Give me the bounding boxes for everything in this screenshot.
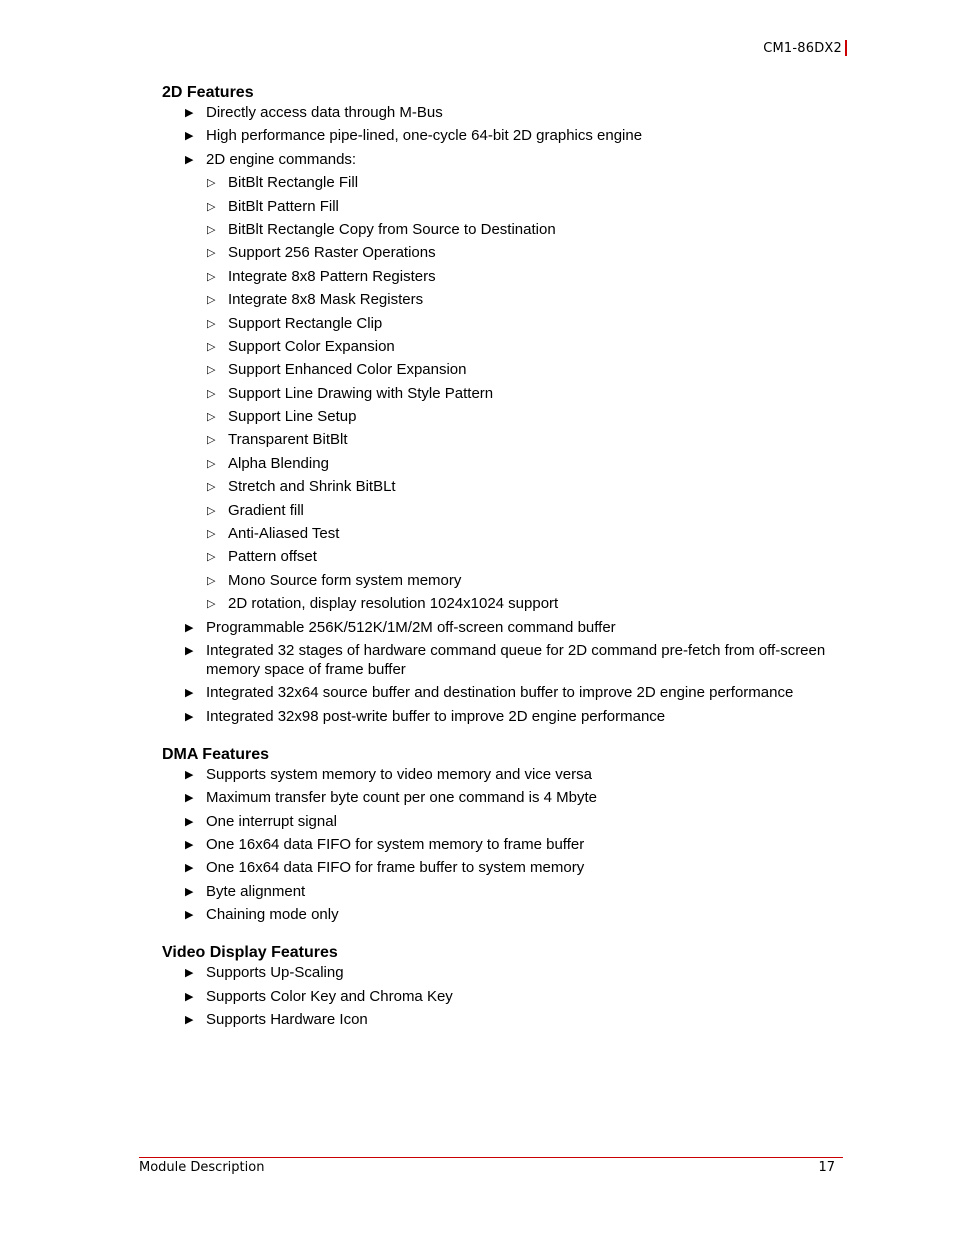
feature-item <box>162 812 842 831</box>
bullet-arrow-icon: ▶ <box>185 710 194 723</box>
sub-feature-text: BitBlt Rectangle Copy from Source to Destination <box>228 220 556 238</box>
header-accent-bar <box>845 40 847 56</box>
bullet-arrow-icon: ▶ <box>185 792 194 805</box>
bullet-outline-arrow-icon: ▷ <box>207 177 216 190</box>
sub-feature-item <box>162 571 842 590</box>
feature-text: Integrated 32x98 post-write buffer to improve 2D engine performance <box>206 707 666 725</box>
sub-feature-item <box>162 477 842 496</box>
document-code: CM1-86DX2 <box>763 40 842 56</box>
feature-text: Integrated 32 stages of hardware command queue for 2D command pre-fetch from off-screen memory space of frame buffer <box>206 641 826 678</box>
feature-item <box>162 882 842 901</box>
feature-item <box>162 963 842 982</box>
sub-feature-item <box>162 337 842 356</box>
sub-feature-item <box>162 197 842 216</box>
sub-feature-text: Alpha Blending <box>228 454 329 472</box>
bullet-outline-arrow-icon: ▷ <box>207 551 216 564</box>
bullet-arrow-icon: ▶ <box>185 621 194 634</box>
footer-page-number: 17 <box>818 1160 835 1175</box>
feature-item <box>162 126 842 145</box>
sub-feature-text: Anti-Aliased Test <box>228 525 340 543</box>
sub-feature-item <box>162 547 842 566</box>
bullet-outline-arrow-icon: ▷ <box>207 247 216 260</box>
section-heading: Video Display Features <box>162 944 338 962</box>
sub-feature-item <box>162 501 842 520</box>
bullet-arrow-icon: ▶ <box>185 107 194 119</box>
bullet-arrow-icon: ▶ <box>185 644 194 657</box>
bullet-outline-arrow-icon: ▷ <box>207 223 216 236</box>
section <box>162 82 842 726</box>
feature-item <box>162 905 842 924</box>
sub-feature-item <box>162 220 842 239</box>
sub-feature-item <box>162 173 842 192</box>
bullet-outline-arrow-icon: ▷ <box>207 481 216 494</box>
bullet-outline-arrow-icon: ▷ <box>207 387 216 400</box>
bullet-arrow-icon: ▶ <box>185 153 194 166</box>
sub-feature-text: BitBlt Pattern Fill <box>228 197 339 215</box>
feature-text: High performance pipe-lined, one-cycle 64-bit 2D graphics engine <box>206 127 643 145</box>
bullet-outline-arrow-icon: ▷ <box>207 504 216 517</box>
feature-text: Supports Color Key and Chroma Key <box>206 987 453 1005</box>
bullet-arrow-icon: ▶ <box>185 130 194 143</box>
feature-item <box>162 788 842 807</box>
sub-feature-item <box>162 314 842 333</box>
bullet-outline-arrow-icon: ▷ <box>207 200 216 213</box>
feature-item <box>162 987 842 1006</box>
footer-divider <box>139 1157 843 1158</box>
feature-item <box>162 618 842 637</box>
bullet-outline-arrow-icon: ▷ <box>207 457 216 470</box>
bullet-arrow-icon: ▶ <box>185 838 194 851</box>
feature-text: Maximum transfer byte count per one command is 4 Mbyte <box>206 789 597 807</box>
feature-text: One 16x64 data FIFO for frame buffer to system memory <box>206 859 585 877</box>
bullet-outline-arrow-icon: ▷ <box>207 340 216 353</box>
sub-feature-text: 2D rotation, display resolution 1024x1024 support <box>228 595 559 613</box>
bullet-outline-arrow-icon: ▷ <box>207 364 216 377</box>
section <box>162 744 842 924</box>
feature-item <box>162 858 842 877</box>
bullet-outline-arrow-icon: ▷ <box>207 411 216 424</box>
sub-feature-item <box>162 384 842 403</box>
sub-feature-item <box>162 407 842 426</box>
sub-feature-list <box>206 173 842 613</box>
feature-text: One interrupt signal <box>206 812 337 830</box>
feature-text: 2D engine commands: <box>206 150 357 168</box>
sub-feature-item <box>162 243 842 262</box>
feature-text: Supports system memory to video memory and vice versa <box>206 765 592 783</box>
feature-text: One 16x64 data FIFO for system memory to frame buffer <box>206 835 585 853</box>
sub-feature-item <box>162 430 842 449</box>
bullet-outline-arrow-icon: ▷ <box>207 294 216 307</box>
feature-item <box>162 641 842 679</box>
section-heading: DMA Features <box>162 745 269 763</box>
feature-text: Chaining mode only <box>206 906 339 924</box>
sub-feature-text: Support Rectangle Clip <box>228 314 383 332</box>
feature-text: Directly access data through M-Bus <box>206 104 443 121</box>
feature-item <box>162 150 842 613</box>
sub-feature-text: Support 256 Raster Operations <box>228 244 436 262</box>
bullet-arrow-icon: ▶ <box>185 815 194 828</box>
sub-feature-item <box>162 267 842 286</box>
bullet-outline-arrow-icon: ▷ <box>207 270 216 283</box>
footer-section-name: Module Description <box>139 1160 265 1175</box>
feature-text: Programmable 256K/512K/1M/2M off-screen command buffer <box>206 618 616 636</box>
feature-text: Byte alignment <box>206 882 306 900</box>
sub-feature-text: Integrate 8x8 Mask Registers <box>228 291 424 309</box>
bullet-arrow-icon: ▶ <box>185 768 194 781</box>
bullet-arrow-icon: ▶ <box>185 862 194 875</box>
sub-feature-text: Pattern offset <box>228 548 317 566</box>
feature-item <box>162 683 842 702</box>
bullet-outline-arrow-icon: ▷ <box>207 598 216 611</box>
bullet-arrow-icon: ▶ <box>185 967 194 980</box>
bullet-arrow-icon: ▶ <box>185 990 194 1003</box>
document-code-header <box>763 40 847 56</box>
page-content <box>162 82 842 1033</box>
sub-feature-text: Gradient fill <box>228 501 304 519</box>
feature-item <box>162 103 842 122</box>
sub-feature-text: Stretch and Shrink BitBLt <box>228 478 396 496</box>
feature-item <box>162 765 842 784</box>
feature-text: Supports Hardware Icon <box>206 1010 368 1028</box>
section-heading: 2D Features <box>162 84 254 101</box>
sub-feature-text: Support Line Drawing with Style Pattern <box>228 384 494 402</box>
feature-list <box>162 765 842 924</box>
sub-feature-item <box>162 360 842 379</box>
feature-text: Supports Up-Scaling <box>206 964 344 982</box>
sub-feature-item <box>162 454 842 473</box>
sub-feature-item <box>162 524 842 543</box>
sub-feature-text: Support Line Setup <box>228 408 357 426</box>
bullet-outline-arrow-icon: ▷ <box>207 434 216 447</box>
bullet-outline-arrow-icon: ▷ <box>207 574 216 587</box>
feature-text: Integrated 32x64 source buffer and destination buffer to improve 2D engine performance <box>206 684 794 702</box>
sub-feature-text: Mono Source form system memory <box>228 571 462 589</box>
bullet-arrow-icon: ▶ <box>185 909 194 922</box>
sub-feature-text: Support Enhanced Color Expansion <box>228 361 467 379</box>
sub-feature-text: BitBlt Rectangle Fill <box>228 174 359 192</box>
section <box>162 942 842 1029</box>
sub-feature-item <box>162 290 842 309</box>
sub-feature-text: Integrate 8x8 Pattern Registers <box>228 267 436 285</box>
bullet-outline-arrow-icon: ▷ <box>207 528 216 541</box>
sub-feature-text: Transparent BitBlt <box>228 431 348 449</box>
bullet-arrow-icon: ▶ <box>185 885 194 898</box>
feature-item <box>162 835 842 854</box>
bullet-arrow-icon: ▶ <box>185 687 194 700</box>
sub-feature-item <box>162 594 842 613</box>
bullet-arrow-icon: ▶ <box>185 1013 194 1026</box>
sub-feature-text: Support Color Expansion <box>228 337 395 355</box>
feature-item <box>162 1010 842 1029</box>
bullet-outline-arrow-icon: ▷ <box>207 317 216 330</box>
feature-item <box>162 707 842 726</box>
feature-list <box>162 963 842 1029</box>
feature-list <box>162 103 842 726</box>
